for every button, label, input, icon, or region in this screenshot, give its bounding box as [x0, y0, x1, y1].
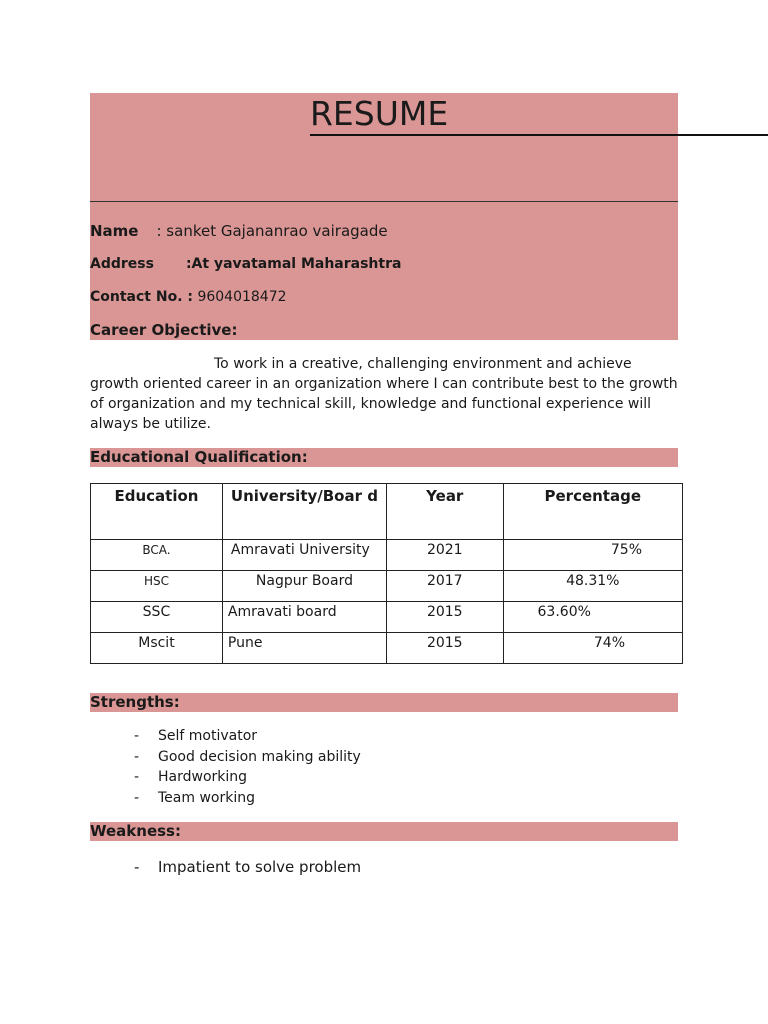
contact-field — [90, 287, 287, 307]
weakness-list — [134, 857, 361, 878]
cell-year: 2017 — [387, 571, 504, 602]
cell-university: Amravati board — [222, 602, 386, 633]
contact-value: 9604018472 — [197, 289, 287, 305]
cell-year: 2021 — [387, 540, 504, 571]
list-item: - Self motivator — [134, 728, 258, 744]
header-divider — [90, 201, 678, 202]
name-value: : sanket Gajananrao vairagade — [156, 222, 388, 240]
list-item: - Good decision making ability — [134, 748, 361, 765]
address-value: :At yavatamal Maharashtra — [185, 256, 402, 272]
list-item: - Hardworking — [134, 769, 248, 786]
strengths-list — [134, 726, 361, 809]
career-objective-heading: Career Objective: — [90, 321, 238, 339]
cell-education: Mscit — [91, 633, 223, 664]
address-label: Address — [90, 256, 154, 272]
col-education: Education — [91, 484, 223, 540]
resume-title: RESUME — [310, 94, 768, 136]
table-row — [91, 633, 683, 664]
cell-university: Pune — [222, 633, 386, 664]
career-objective-text — [90, 354, 680, 434]
list-item: - Impatient to solve problem — [134, 858, 362, 876]
col-year: Year — [387, 484, 504, 540]
cell-percentage: 75% — [503, 540, 682, 571]
cell-percentage: 63.60% — [503, 602, 682, 633]
weakness-heading: Weakness: — [90, 822, 678, 841]
table-header-row — [91, 484, 683, 540]
cell-year: 2015 — [387, 602, 504, 633]
contact-label: Contact No. : — [90, 289, 193, 305]
col-percentage: Percentage — [503, 484, 682, 540]
col-university: University/Boar d — [222, 484, 386, 540]
address-field — [90, 254, 401, 274]
name-field — [90, 221, 388, 241]
cell-university: Amravati University — [222, 540, 386, 571]
cell-education: SSC — [91, 602, 223, 633]
strengths-heading: Strengths: — [90, 693, 678, 712]
objective-rest: growth oriented career in an organization where I can contribute best to the growth of organization and my technical skill, knowledge and functional experience will always be utilize. — [90, 376, 678, 432]
education-table — [90, 483, 683, 664]
cell-education: BCA. — [91, 540, 223, 571]
objective-line-1: To work in a creative, challenging environment and achieve — [214, 356, 632, 372]
cell-university: Nagpur Board — [222, 571, 386, 602]
list-item: - Team working — [134, 790, 255, 807]
table-row — [91, 602, 683, 633]
name-label: Name — [90, 222, 139, 240]
cell-percentage: 48.31% — [503, 571, 682, 602]
table-row — [91, 571, 683, 602]
cell-education: HSC — [91, 571, 223, 602]
education-heading: Educational Qualification: — [90, 448, 678, 467]
cell-percentage: 74% — [503, 633, 682, 664]
table-row — [91, 540, 683, 571]
cell-year: 2015 — [387, 633, 504, 664]
